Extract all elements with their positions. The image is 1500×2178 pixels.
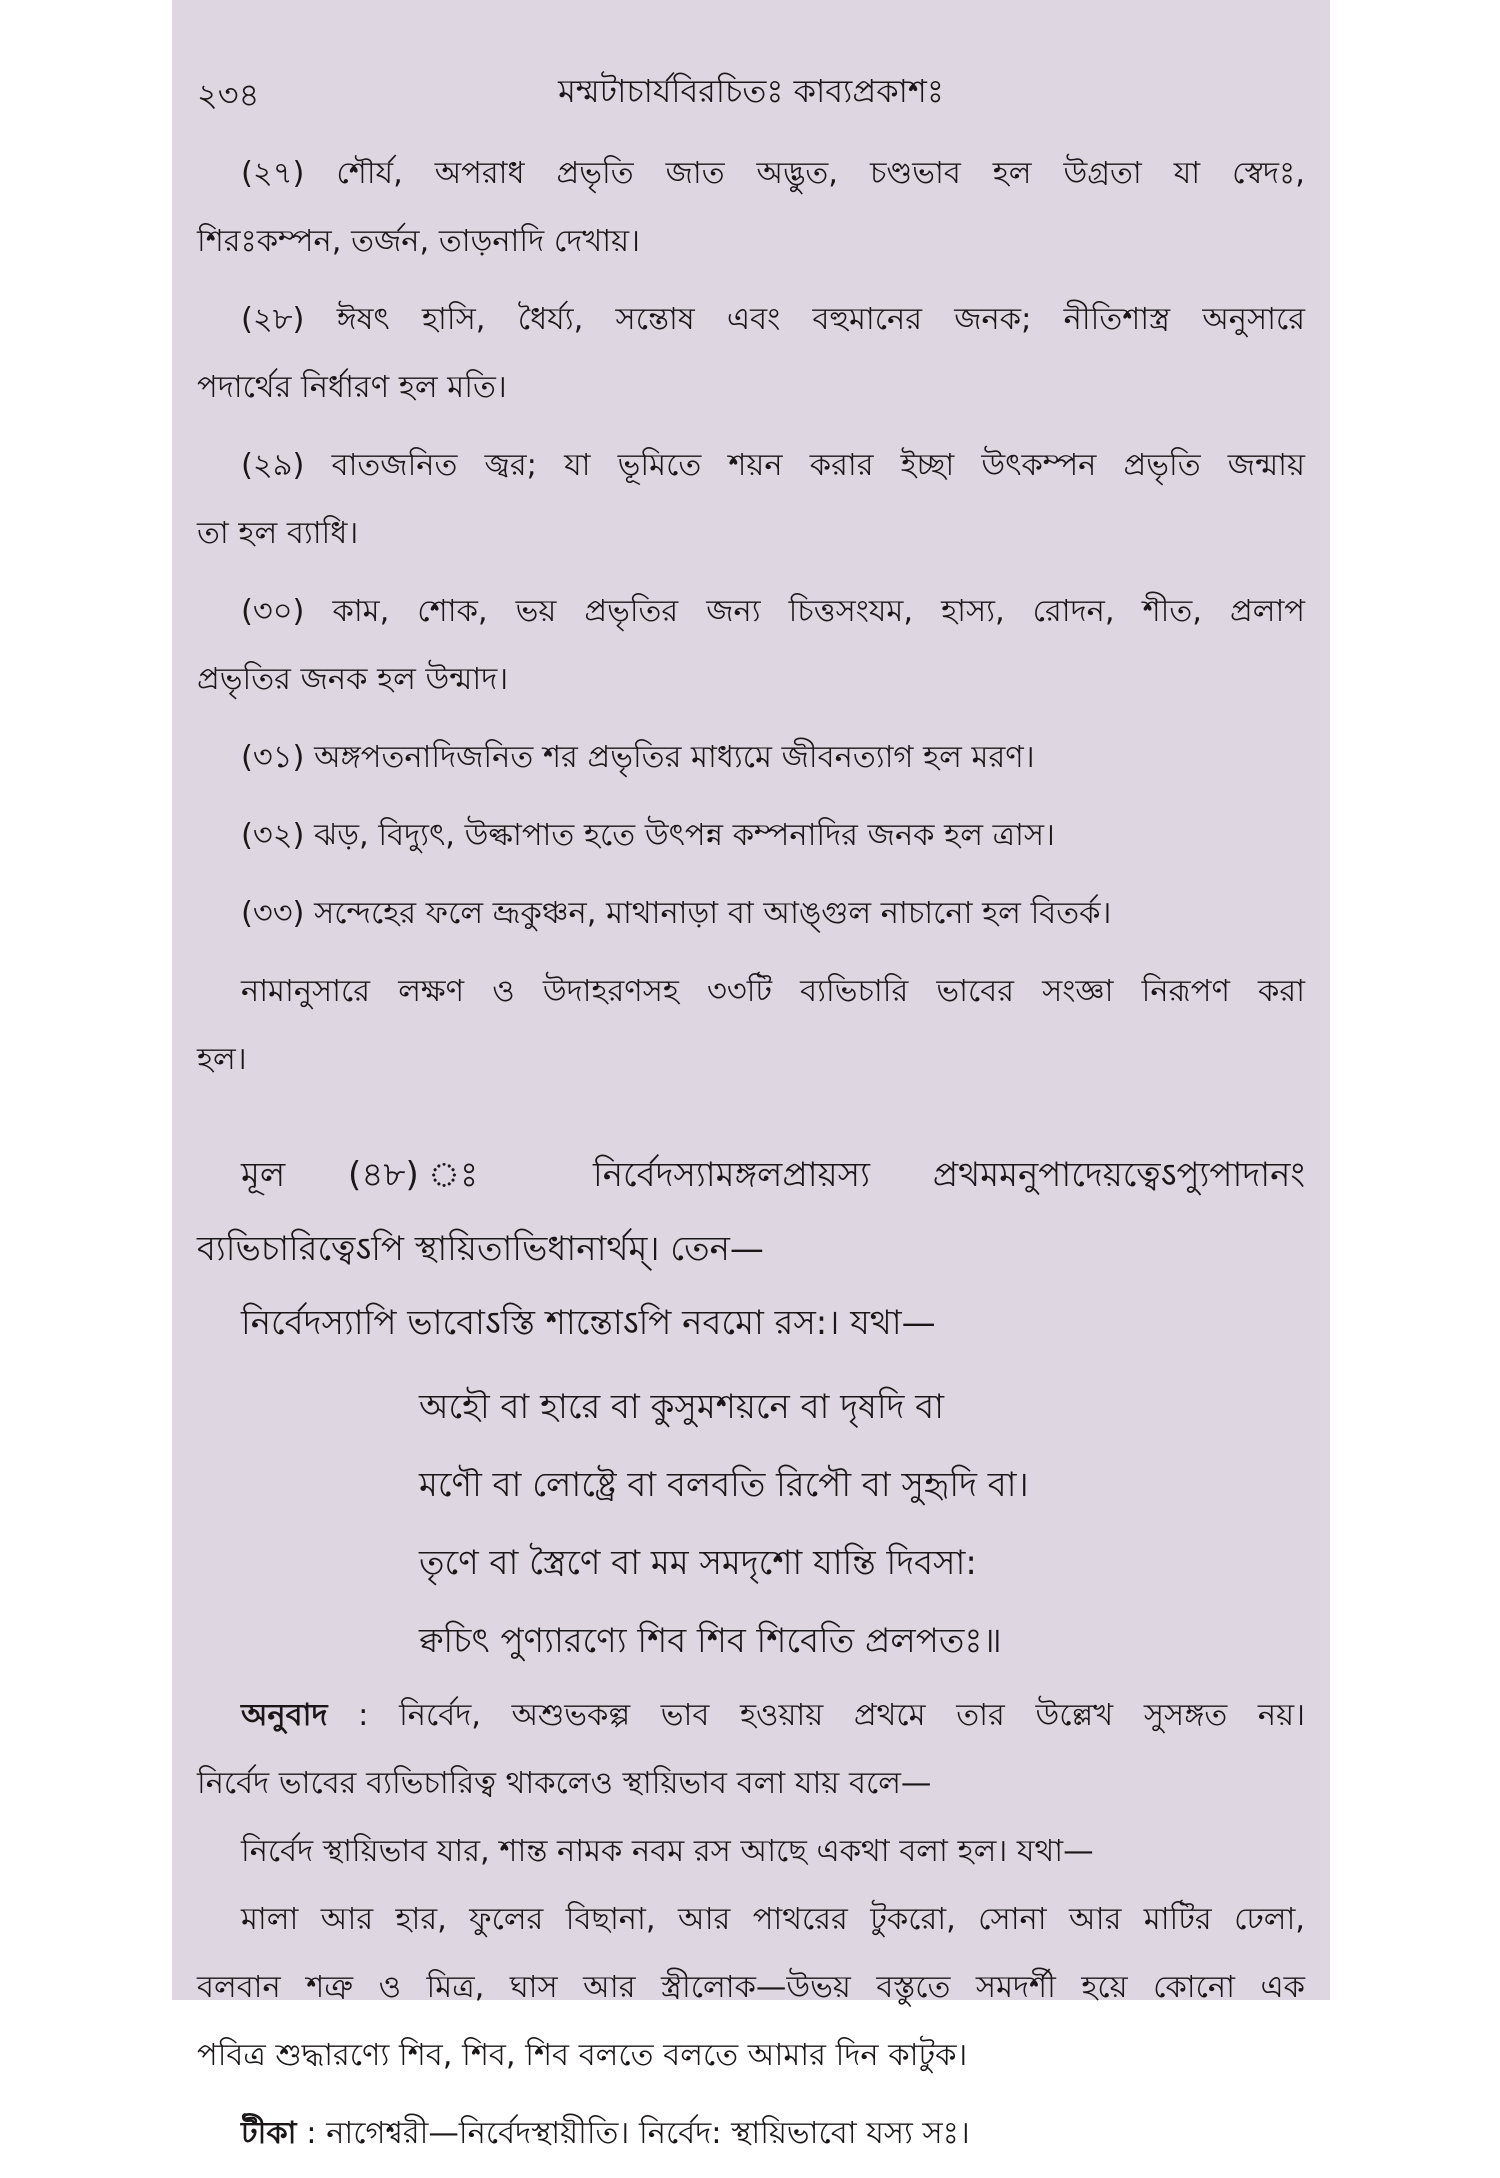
paragraph-27 xyxy=(197,140,1305,276)
summary-paragraph xyxy=(197,958,1305,1094)
commentary-text: : নাগেশ্বরী—নির্বেদস্থায়ীতি। নির্বেদ: স্থায়িভাবো যস্য সঃ। xyxy=(296,2116,970,2151)
line: পদার্থের নির্ধারণ হল মতি। xyxy=(197,370,507,405)
page-header xyxy=(197,62,1305,122)
line: নামানুসারে লক্ষণ ও উদাহরণসহ ৩৩টি ব্যভিচারি ভাবের সংজ্ঞা নিরূপণ করা xyxy=(241,974,1305,1009)
paragraph-30 xyxy=(197,578,1305,714)
line: (২৭) শৌর্য, অপরাধ প্রভৃতি জাত অদ্ভুত, চণ্ডভাব হল উগ্রতা যা স্বেদঃ, xyxy=(241,156,1305,191)
line: (৩০) কাম, শোক, ভয় প্রভৃতির জন্য চিত্তসংযম, হাস্য, রোদন, শীত, প্রলাপ xyxy=(241,594,1305,629)
book-page xyxy=(172,0,1330,2151)
translation-section xyxy=(197,1682,1305,2090)
paragraph-29 xyxy=(197,432,1305,568)
line: নির্বেদস্যাপি ভাবোऽস্তি শান্তোऽপি নবমো রস:। যথা— xyxy=(241,1303,936,1343)
paragraph-33: (৩৩) সন্দেহের ফলে ভ্রূকুঞ্চন, মাথানাড়া বা আঙ্গুল নাচানো হল বিতর্ক। xyxy=(241,896,1112,931)
mula-sutra xyxy=(197,1138,1305,1360)
line: বলবান শত্রু ও মিত্র, ঘাস আর স্ত্রীলোক—উভয় বস্তুতে সমদর্শী হয়ে কোনো এক xyxy=(197,1970,1305,2005)
paragraph-31: (৩১) অঙ্গপতনাদিজনিত শর প্রভৃতির মাধ্যমে জীবনত্যাগ হল মরণ। xyxy=(241,740,1035,775)
commentary-line xyxy=(197,2100,1305,2168)
line: হল। xyxy=(197,1042,247,1077)
line xyxy=(197,1682,1305,1750)
verse-line: মণৌ বা লোষ্ট্রে বা বলবতি রিপৌ বা সুহৃদি বা। xyxy=(419,1465,1029,1505)
line: ব্যভিচারিত্বেऽপি স্থায়িতাভিধানার্থম্। তেন— xyxy=(197,1229,764,1269)
line: নির্বেদ ভাবের ব্যভিচারিত্ব থাকলেও স্থায়িভাব বলা যায় বলে— xyxy=(197,1766,932,1801)
line: (২৮) ঈষৎ হাসি, ধৈর্য্য, সন্তোষ এবং বহুমানের জনক; নীতিশাস্ত্র অনুসারে xyxy=(241,302,1305,337)
verse-line: অহৌ বা হারে বা কুসুমশয়নে বা দৃষদি বা xyxy=(419,1387,944,1427)
running-title: মম্মটাচার্যবিরচিতঃ কাব্যপ্রকাশঃ xyxy=(558,72,944,110)
line: নির্বেদ স্থায়িভাব যার, শান্ত নামক নবম রস আছে একথা বলা হল। যথা— xyxy=(241,1834,1094,1869)
paragraph-28 xyxy=(197,286,1305,422)
line: প্রভৃতির জনক হল উন্মাদ। xyxy=(197,662,509,697)
line: মালা আর হার, ফুলের বিছানা, আর পাথরের টুকরো, সোনা আর মাটির ঢেলা, xyxy=(241,1902,1305,1937)
line: পবিত্র শুদ্ধারণ্যে শিব, শিব, শিব বলতে বলতে আমার দিন কাটুক। xyxy=(197,2038,968,2073)
verse-line: ক্বচিৎ পুণ্যারণ্যে শিব শিব শিবেতি প্রলপতঃ॥ xyxy=(419,1621,1002,1661)
page-body xyxy=(197,140,1305,2178)
line: (২৯) বাতজনিত জ্বর; যা ভূমিতে শয়ন করার ইচ্ছা উৎকম্পন প্রভৃতি জন্মায় xyxy=(241,448,1305,483)
line: তা হল ব্যাধি। xyxy=(197,516,359,551)
paragraph-32: (৩২) ঝড়, বিদ্যুৎ, উল্কাপাত হতে উৎপন্ন কম্পনাদির জনক হল ত্রাস। xyxy=(241,818,1055,853)
page-number: ২৩৪ xyxy=(197,76,260,114)
commentary-label: টীকা xyxy=(241,2116,297,2151)
line: মূল (৪৮) ঃ নির্বেদস্যামঙ্গলপ্রায়স্য প্রথমমনুপাদেয়ত্বেऽপ্যুপাদানং xyxy=(241,1155,1305,1195)
line: শিরঃকম্পন, তর্জন, তাড়নাদি দেখায়। xyxy=(197,224,640,259)
translation-label: অনুবাদ xyxy=(241,1698,328,1733)
line-text: : নির্বেদ, অশুভকল্প ভাব হওয়ায় প্রথমে তার উল্লেখ সুসঙ্গত নয়। xyxy=(327,1698,1305,1733)
verse-line: তৃণে বা স্ত্রৈণে বা মম সমদৃশো যান্তি দিবসা: xyxy=(419,1543,977,1583)
sanskrit-verse xyxy=(197,1370,1305,1678)
